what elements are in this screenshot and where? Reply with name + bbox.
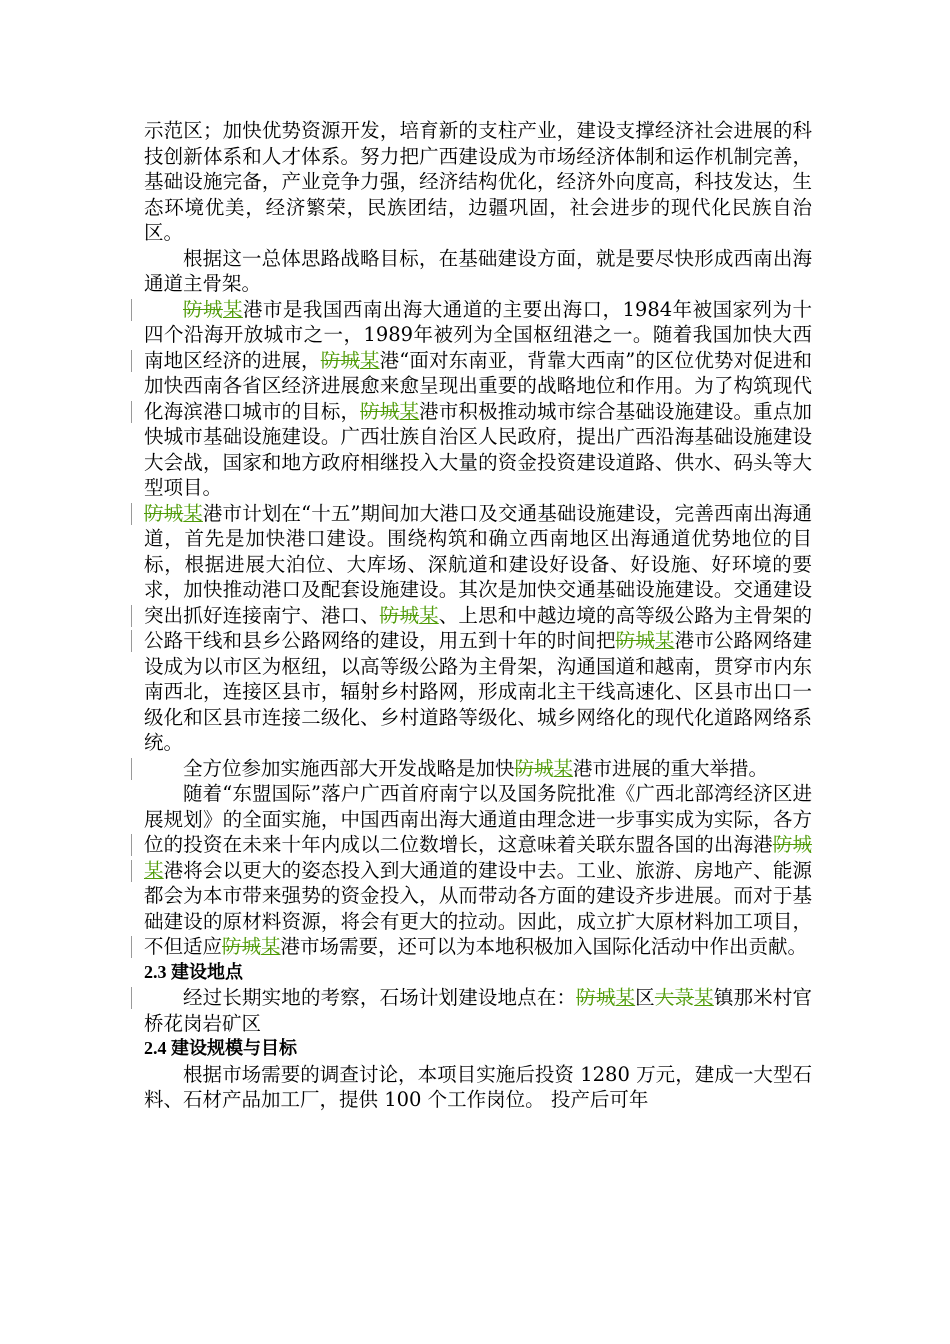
document-body: [144, 118, 812, 1113]
deleted-text: 大菉: [654, 986, 695, 1009]
paragraph: [144, 501, 812, 756]
paragraph: [144, 246, 812, 297]
change-bar: [131, 299, 132, 321]
inserted-text: 某: [399, 399, 420, 423]
change-bar: [131, 630, 132, 652]
paragraph: [144, 118, 812, 246]
section-heading: [144, 960, 812, 986]
deleted-text: 防城: [514, 756, 554, 780]
inserted-text: 某: [261, 935, 281, 958]
deleted-text: 防城: [360, 399, 400, 423]
paragraph: [144, 781, 812, 960]
text-run: 港市计划在“十五”期间加大港口及交通基础设施建设，完善西南出海通道，首先是加快港口建设。围绕构筑和确立西南地区出海通道优势地位的目标，根据进展大泊位、大库场、深航道和建设好设备、好设施、好环境的要求，加快推动港口及配套设施建设。其次是加快交通基础设施建设。交通建设突出抓好连接南宁、港口、: [144, 501, 812, 627]
text-run: 、上思和中越边境的高等级公路为主骨架的公路干线和县乡公路网络的建设，用五到十年的时间把: [144, 603, 812, 652]
text-run: 港市积极推动城市综合基础设施建设。重点加快城市基础设施建设。广西壮族自治区人民政府，提出广西沿海基础设施建设大会战，国家和地方政府相继投入大量的资金投资建设道路、供水、码头等大型项目。: [144, 399, 812, 499]
change-bar: [131, 860, 132, 882]
change-bar: [131, 936, 132, 958]
paragraph: [144, 1062, 812, 1113]
text-run: 港市场需要，还可以为本地积极加入国际化活动中作出贡献。: [280, 935, 808, 958]
change-bar: [131, 503, 132, 525]
text-run: 示范区；加快优势资源开发，培育新的支柱产业，建设支撑经济社会进展的科技创新体系和人才体系。努力把广西建设成为市场经济体制和运作机制完善，基础设施完备，产业竞争力强，经济结构优化，经济外向度高，科技发达，生态环境优美，经济繁荣，民族团结，边疆巩固，社会进步的现代化民族自治区。: [144, 119, 812, 244]
text-run: 港“面对东南亚，背靠大西南”的区位优势对促进和加快西南各省区经济进展愈来愈呈现出重要的战略地位和作用。为了构筑现代化海滨港口城市的目标，: [144, 348, 812, 423]
deleted-text: 防城: [615, 629, 655, 652]
text-run: 2.3 建设地点: [144, 961, 243, 982]
text-run: 全方位参加实施西部大开发战略是加快: [183, 756, 515, 780]
paragraph: [144, 297, 812, 501]
change-bar: [131, 834, 132, 856]
inserted-text: 某: [419, 603, 439, 627]
text-run: 镇那米村官桥花岗岩矿区: [144, 986, 812, 1035]
change-bar: [131, 987, 132, 1009]
change-bar: [131, 758, 132, 780]
text-run: 港市公路网络建设成为以市区为枢纽，以高等级公路为主骨架，沟通国道和越南，贯穿市内东南西北，连接区县市，辐射乡村路网，形成南北主干线高速化、区县市出口一级化和区县市连接二级化、乡村道路等级化、城乡网络化的现代化道路网络系统。: [144, 629, 812, 754]
deleted-text: 防城: [144, 501, 184, 525]
paragraph: [144, 985, 812, 1036]
inserted-text: 某: [694, 986, 714, 1009]
inserted-text: 某: [222, 297, 243, 321]
inserted-text: 某: [553, 756, 574, 780]
change-bar: [131, 401, 132, 423]
text-run: 随着“东盟国际”落户广西首府南宁以及国务院批准《广西北部湾经济区进展规划》的全面实施，中国西南出海大通道由理念进一步事实成为实际，各方位的投资在未来十年内成以二位数增长，这意味着关联东盟各国的出海港: [144, 782, 812, 856]
text-run: 港市进展的重大举措。: [573, 756, 769, 780]
text-run: 港市是我国西南出海大通道的主要出海口，1984年被国家列为十四个沿海开放城市之一，1989年被列为全国枢纽港之一。随着我国加快大西南地区经济的进展，: [144, 297, 812, 372]
inserted-text: 某: [183, 501, 203, 525]
text-run: 根据这一总体思路战略目标，在基础建设方面，就是要尽快形成西南出海通道主骨架。: [144, 246, 812, 295]
change-bar: [131, 350, 132, 372]
inserted-text: 某: [654, 629, 675, 652]
deleted-text: 防城: [772, 833, 812, 856]
text-run: 2.4 建设规模与目标: [144, 1038, 297, 1058]
text-run: 根据市场需要的调查讨论，本项目实施后投资 1280 万元，建成一大型石料、石材产品加工厂，提供 100 个工作岗位。 投产后可年: [144, 1062, 812, 1111]
deleted-text: 防城: [222, 935, 262, 958]
text-run: 经过长期实地的考察，石场计划建设地点在：: [183, 986, 577, 1009]
deleted-text: 防城: [183, 297, 223, 321]
inserted-text: 某: [615, 986, 636, 1009]
deleted-text: 防城: [576, 986, 616, 1009]
text-run: 区: [635, 986, 655, 1009]
change-bar: [131, 605, 132, 627]
section-heading: [144, 1036, 812, 1062]
inserted-text: 某: [144, 858, 164, 882]
deleted-text: 防城: [379, 603, 420, 627]
deleted-text: 防城: [320, 348, 360, 372]
text-run: 港将会以更大的姿态投入到大通道的建设中去。工业、旅游、房地产、能源都会为本市带来强势的资金投入，从而带动各方面的建设齐步进展。而对于基础建设的原材料资源，将会有更大的拉动。因此，成立扩大原材料加工项目，不但适应: [144, 858, 812, 958]
paragraph: [144, 756, 812, 782]
inserted-text: 某: [359, 348, 380, 372]
